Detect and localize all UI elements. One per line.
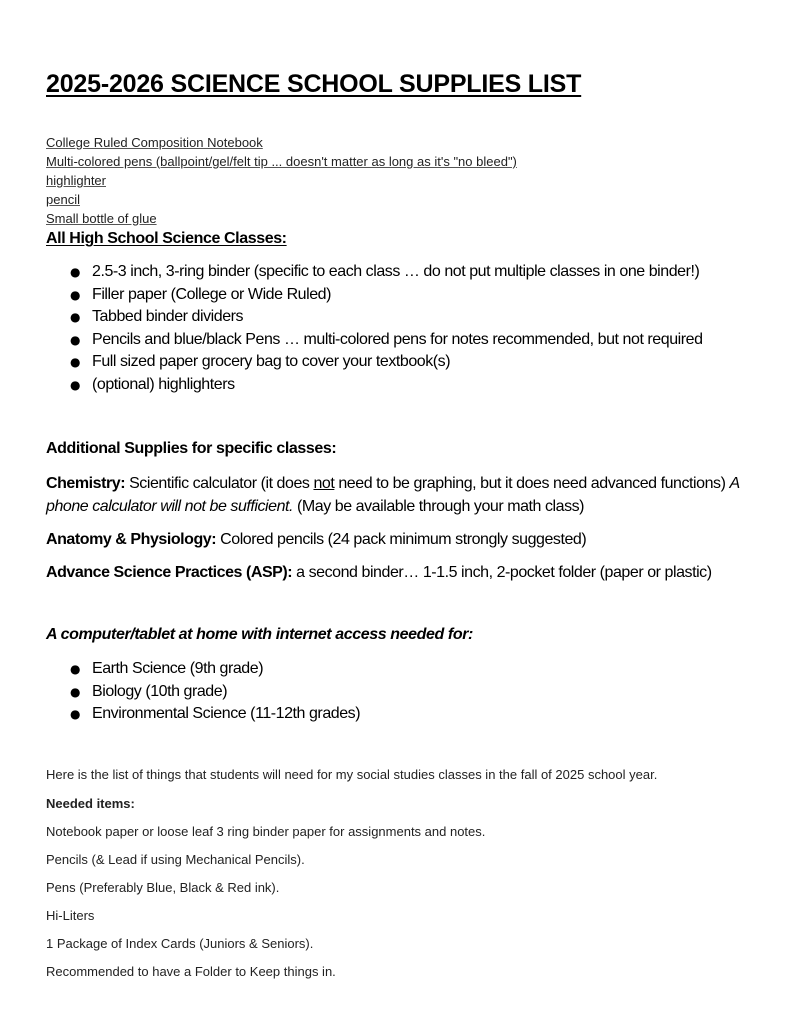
list-item: ● Biology (10th grade) bbox=[70, 681, 360, 704]
social-studies-item: Notebook paper or loose leaf 3 ring binder paper for assignments and notes. bbox=[46, 824, 486, 839]
supply-link[interactable]: College Ruled Composition Notebook bbox=[46, 135, 263, 150]
all-hs-heading: All High School Science Classes: bbox=[46, 230, 287, 247]
asp-paragraph bbox=[46, 561, 746, 584]
list-item: ● Full sized paper grocery bag to cover your textbook(s) bbox=[70, 351, 703, 374]
list-item: ● Filler paper (College or Wide Ruled) bbox=[70, 284, 703, 307]
asp-text: a second binder… 1-1.5 inch, 2-pocket folder (paper or plastic) bbox=[292, 564, 712, 581]
list-item: ● Environmental Science (11-12th grades) bbox=[70, 703, 360, 726]
social-studies-item: Recommended to have a Folder to Keep things in. bbox=[46, 964, 336, 979]
list-item: ● Tabbed binder dividers bbox=[70, 306, 703, 329]
chemistry-text-c: (May be available through your math class) bbox=[293, 498, 585, 515]
supply-link[interactable]: pencil bbox=[46, 192, 80, 207]
chemistry-paragraph bbox=[46, 472, 746, 518]
anatomy-text: Colored pencils (24 pack minimum strongly suggested) bbox=[216, 531, 587, 548]
social-studies-item: 1 Package of Index Cards (Juniors & Seniors). bbox=[46, 936, 314, 951]
computer-heading: A computer/tablet at home with internet access needed for: bbox=[46, 626, 473, 643]
needed-items-heading: Needed items: bbox=[46, 796, 135, 811]
list-item: ● Pencils and blue/black Pens … multi-colored pens for notes recommended, but not required bbox=[70, 329, 703, 352]
anatomy-paragraph bbox=[46, 528, 746, 551]
supply-link[interactable]: Small bottle of glue bbox=[46, 211, 157, 226]
list-item: ● 2.5-3 inch, 3-ring binder (specific to each class … do not put multiple classes in one binder!) bbox=[70, 261, 703, 284]
chemistry-text-a: Scientific calculator (it does bbox=[125, 475, 314, 492]
supply-link[interactable]: highlighter bbox=[46, 173, 106, 188]
page-title: 2025-2026 SCIENCE SCHOOL SUPPLIES LIST bbox=[46, 70, 582, 98]
social-studies-item: Hi-Liters bbox=[46, 908, 95, 923]
all-hs-list bbox=[70, 261, 703, 396]
supply-link[interactable]: Multi-colored pens (ballpoint/gel/felt tip ... doesn't matter as long as it's "no bleed") bbox=[46, 154, 517, 169]
social-studies-item: Pens (Preferably Blue, Black & Red ink). bbox=[46, 880, 280, 895]
list-item: ● Earth Science (9th grade) bbox=[70, 658, 360, 681]
additional-heading: Additional Supplies for specific classes: bbox=[46, 440, 337, 457]
asp-label: Advance Science Practices (ASP): bbox=[46, 564, 293, 581]
anatomy-label: Anatomy & Physiology: bbox=[46, 531, 217, 548]
social-studies-item: Pencils (& Lead if using Mechanical Pencils). bbox=[46, 852, 305, 867]
list-item: ● (optional) highlighters bbox=[70, 374, 703, 397]
chemistry-label: Chemistry: bbox=[46, 475, 126, 492]
chemistry-text-b: need to be graphing, but it does need advanced functions) bbox=[334, 475, 730, 492]
computer-list bbox=[70, 658, 360, 726]
chemistry-text-italic: A phone calculator will not be sufficient. bbox=[46, 475, 740, 515]
social-studies-intro: Here is the list of things that students will need for my social studies classes in the fall of 2025 school year. bbox=[46, 767, 658, 782]
general-supplies-list bbox=[46, 135, 517, 230]
chemistry-text-not: not bbox=[313, 475, 335, 492]
